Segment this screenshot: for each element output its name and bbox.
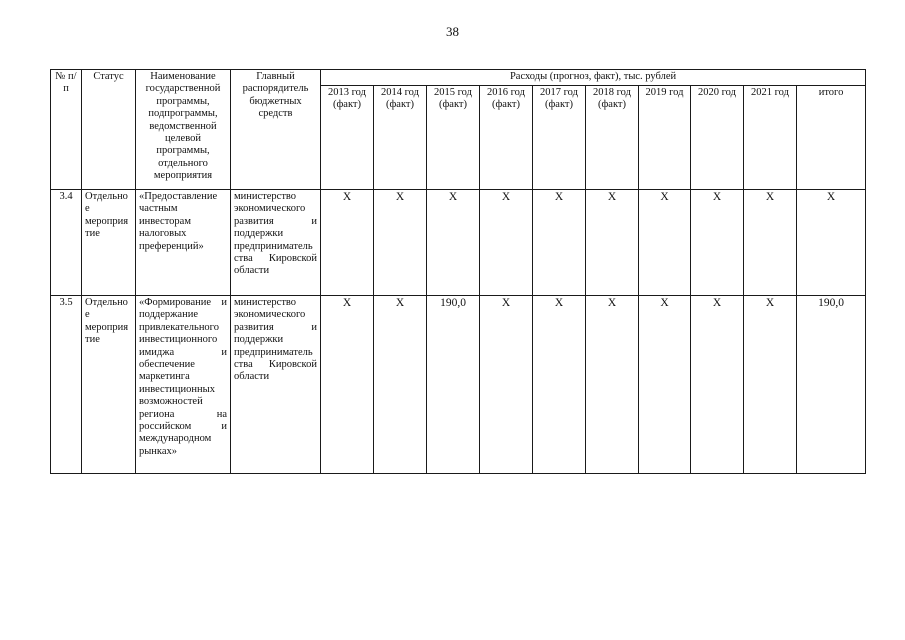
row-budget-admin: министерство экономического развития и поддержки предпринимательства Кировской области [231,296,321,474]
row-value-2013: X [321,190,374,296]
row-value-total: X [797,190,866,296]
header-expenses: Расходы (прогноз, факт), тыс. рублей [321,70,866,86]
row-num: 3.4 [51,190,82,296]
row-value-2017: X [533,190,586,296]
row-value-2016: X [480,190,533,296]
row-program-name: «Предоставление частным инвесторам налоговых преференций» [136,190,231,296]
row-program-name: «Формирование и поддержание привлекательного инвестиционного имиджа и обеспечение маркетинга инвестиционных возможностей региона на российском и международном рынках» [136,296,231,474]
header-year-2020: 2020 год [691,86,744,190]
row-value-2020: X [691,296,744,474]
header-num: № п/п [51,70,82,190]
row-value-2021: X [744,190,797,296]
page-number: 38 [446,24,459,39]
row-budget-admin: министерство экономического развития и поддержки предпринимательства Кировской области [231,190,321,296]
row-value-2018: X [586,190,639,296]
header-total: итого [797,86,866,190]
row-value-2015: X [427,190,480,296]
table-row [51,190,866,296]
header-year-2021: 2021 год [744,86,797,190]
row-value-2014: X [374,296,427,474]
table-row [51,296,866,474]
row-status: Отдельное мероприятие [82,296,136,474]
row-value-2014: X [374,190,427,296]
header-program-name: Наименование государственной программы, подпрограммы, ведомственной целевой программы, отдельного мероприятия [136,70,231,190]
header-year-2013: 2013 год (факт) [321,86,374,190]
row-num: 3.5 [51,296,82,474]
row-value-2013: X [321,296,374,474]
row-value-2019: X [639,190,691,296]
header-year-2016: 2016 год (факт) [480,86,533,190]
header-year-2019: 2019 год [639,86,691,190]
row-status: Отдельное мероприятие [82,190,136,296]
expenses-table [50,69,866,474]
header-row-top [51,70,866,86]
row-value-2020: X [691,190,744,296]
row-value-2018: X [586,296,639,474]
row-value-2019: X [639,296,691,474]
row-value-2015: 190,0 [427,296,480,474]
header-year-2014: 2014 год (факт) [374,86,427,190]
row-value-2021: X [744,296,797,474]
header-status: Статус [82,70,136,190]
row-value-total: 190,0 [797,296,866,474]
header-budget-admin: Главный распорядитель бюджетных средств [231,70,321,190]
header-year-2018: 2018 год (факт) [586,86,639,190]
row-value-2017: X [533,296,586,474]
header-year-2015: 2015 год (факт) [427,86,480,190]
header-year-2017: 2017 год (факт) [533,86,586,190]
row-value-2016: X [480,296,533,474]
